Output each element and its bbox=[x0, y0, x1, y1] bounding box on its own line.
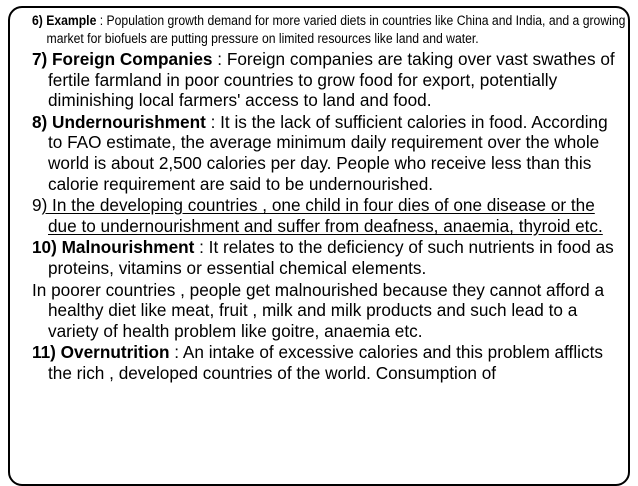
heading-malnourishment: 10) Malnourishment bbox=[32, 237, 195, 258]
heading-overnutrition: 11) Overnutrition bbox=[32, 342, 170, 363]
text-poorer-countries: In poorer countries , people get malnourished because they cannot afford a healthy diet like meat, fruit , milk and milk products and such lead to a variety of health problem like goitre, anaemia etc. bbox=[32, 279, 605, 341]
text-malnourishment: : It relates to the deficiency of such nutrients in food as proteins, vitamins or essential chemical elements. bbox=[48, 237, 614, 278]
heading-undernourishment: 8) Undernourishment bbox=[32, 111, 206, 132]
paragraph-developing-countries bbox=[32, 195, 622, 236]
prefix-developing-countries: 9 bbox=[32, 195, 42, 216]
heading-foreign-companies: 7) Foreign Companies bbox=[32, 49, 213, 69]
text-foreign-companies: : Foreign companies are taking over vast swathes of fertile farmland in poor countries to grow food for export, potentially diminishing local farmers' access to land and food. bbox=[48, 49, 615, 111]
text-undernourishment: : It is the lack of sufficient calories in food. According to FAO estimate, the average minimum daily requirement over the whole world is about 2,500 calories per day. People who receive less than this calorie requirement are said to be undernourished. bbox=[48, 111, 608, 194]
text-developing-countries: ) In the developing countries , one child in four dies of one disease or the due to undernourishment and suffer from deafness, anaemia, thyroid etc. bbox=[41, 195, 603, 236]
slide-frame bbox=[8, 6, 630, 486]
text-overnutrition: : An intake of excessive calories and this problem afflicts the rich , developed countries of the world. Consumption of bbox=[48, 342, 603, 383]
paragraph-example bbox=[32, 12, 630, 48]
paragraph-undernourishment bbox=[32, 112, 622, 194]
heading-example: 6) Example bbox=[32, 13, 97, 28]
paragraph-poorer-countries bbox=[32, 280, 622, 342]
text-example: : Population growth demand for more varied diets in countries like China and India, and a growing market for biofuels are putting pressure on limited resources like land and water. bbox=[46, 13, 626, 46]
slide-content bbox=[32, 12, 626, 384]
paragraph-malnourishment bbox=[32, 237, 622, 278]
paragraph-foreign-companies bbox=[32, 49, 622, 111]
paragraph-overnutrition bbox=[32, 342, 622, 383]
